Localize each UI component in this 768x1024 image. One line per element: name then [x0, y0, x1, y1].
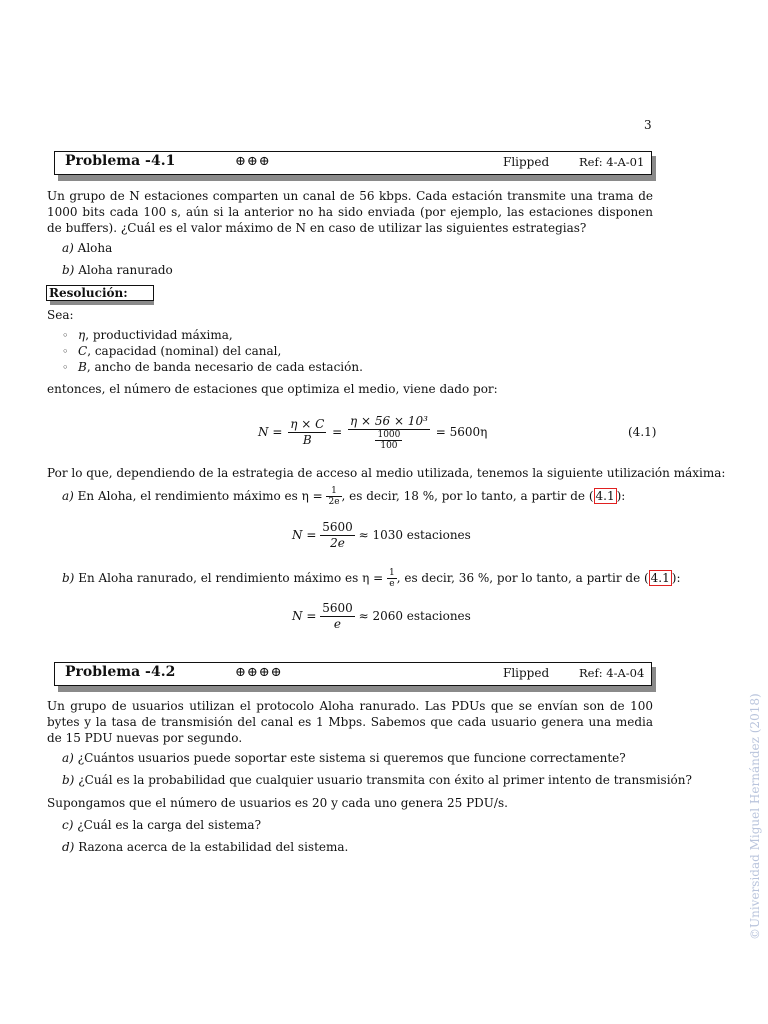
item-text: ¿Cuál es la probabilidad que cualquier usuario transmita con éxito al primer intento de transmisión? — [78, 773, 692, 787]
list-item — [62, 751, 626, 766]
eq-lhs: N = — [292, 609, 317, 623]
eq-equals: = — [332, 425, 343, 439]
item-text: Razona acerca de la estabilidad del sistema. — [78, 840, 349, 854]
eq-numerator: 5600 — [322, 520, 353, 534]
item-tag: d) — [62, 840, 75, 854]
equation-4-1 — [258, 414, 487, 451]
item-text: Aloha ranurado — [78, 263, 173, 277]
equation-reference-link[interactable]: 4.1 — [595, 489, 615, 503]
sea-label: Sea: — [47, 308, 74, 322]
eq-fraction — [320, 601, 355, 632]
item-text: Aloha — [77, 241, 113, 255]
item-tag: a) — [62, 489, 74, 503]
eq-result: ≈ 2060 estaciones — [358, 609, 471, 623]
eq-fraction — [320, 520, 355, 551]
item-text: ): — [671, 571, 681, 585]
item-text: ¿Cuántos usuarios puede soportar este sistema si queremos que funcione correctamente? — [77, 751, 626, 765]
list-item — [64, 344, 281, 359]
supongamos-text: Supongamos que el número de usuarios es 20 y cada uno genera 25 PDU/s. — [47, 796, 508, 810]
symbol: η — [78, 328, 86, 342]
symbol: B — [78, 360, 87, 374]
intro-text: entonces, el número de estaciones que optimiza el medio, viene dado por: — [47, 382, 498, 396]
por-lo-que-text: Por lo que, dependiendo de la estrategia de acceso al medio utilizada, tenemos la siguiente utilización máxima: — [47, 466, 726, 480]
problem-statement-4-1: Un grupo de N estaciones comparten un canal de 56 kbps. Cada estación transmite una trama de 1000 bits cada 100 s, aún si la anterior no ha sido enviada (por ejemplo, las estaciones disponen de buffers). ¿Cuál es el valor máximo de N en caso de utilizar las siguientes estrategias? — [47, 189, 653, 235]
problem-header-4-1 — [54, 151, 652, 175]
eq-inner-numerator: 1000 — [377, 430, 401, 440]
list-item — [62, 773, 692, 788]
item-tag: a) — [62, 751, 74, 765]
eq-inner-fraction — [375, 430, 402, 451]
bullet-text: , capacidad (nominal) del canal, — [87, 344, 282, 358]
item-tag: b) — [62, 263, 75, 277]
eta-numerator: 1 — [388, 568, 395, 578]
list-item — [62, 486, 625, 507]
equation-aloha — [292, 520, 471, 551]
eq-result: = 5600η — [435, 425, 488, 439]
eq-numerator: 5600 — [322, 601, 353, 615]
item-text: , es decir, 36 %, por lo tanto, a partir de ( — [396, 571, 649, 585]
equation-number: (4.1) — [628, 425, 657, 439]
list-item — [64, 360, 363, 375]
bullet-text: , productividad máxima, — [85, 328, 233, 342]
eq-result: ≈ 1030 estaciones — [358, 528, 471, 542]
eta-numerator: 1 — [326, 486, 341, 497]
item-text: ¿Cuál es la carga del sistema? — [77, 818, 262, 832]
eq-denominator: B — [302, 433, 312, 447]
eta-fraction — [387, 568, 397, 589]
item-text: ): — [616, 489, 626, 503]
eq-lhs: N = — [258, 425, 283, 439]
problem-label: Problema - — [65, 664, 151, 680]
eq-numerator: η × C — [290, 417, 325, 431]
problem-statement-4-2: Un grupo de usuarios utilizan el protocolo Aloha ranurado. Las PDUs que se envían son de 100 bytes y la tasa de transmisión del canal es 1 Mbps. Sabemos que cada usuario genera una media de 15 PDU nuevas por segundo. — [47, 699, 653, 745]
eta-fraction — [326, 486, 341, 507]
list-item — [64, 328, 233, 343]
item-tag: b) — [62, 773, 75, 787]
item-tag: c) — [62, 818, 74, 832]
list-item — [62, 241, 112, 256]
problem-number: 4.2 — [151, 664, 176, 680]
item-text: En Aloha, el rendimiento máximo es η = — [77, 489, 323, 503]
eq-numerator: η × 56 × 10³ — [349, 414, 428, 428]
eq-denominator: 2e — [330, 536, 345, 550]
eq-inner-denominator: 100 — [380, 441, 398, 451]
eq-fraction — [288, 417, 326, 448]
list-item — [62, 568, 681, 589]
bullet-text: , ancho de banda necesario de cada estación. — [86, 360, 363, 374]
item-tag: a) — [62, 241, 74, 255]
difficulty-rating: ⊕⊕⊕⊕ — [235, 665, 283, 680]
difficulty-rating: ⊕⊕⊕ — [235, 154, 271, 169]
problem-header-4-2 — [54, 662, 652, 686]
list-item — [62, 840, 348, 855]
symbol: C — [78, 344, 88, 358]
problem-number: 4.1 — [151, 153, 176, 169]
eq-fraction — [348, 414, 430, 451]
copyright-watermark: ©Universidad Miguel Hernández (2018) — [748, 693, 762, 940]
problem-ref: Ref: 4-A-01 — [579, 155, 645, 169]
list-item — [62, 818, 261, 833]
eta-denominator: 2e — [328, 497, 340, 507]
eq-lhs: N = — [292, 528, 317, 542]
equation-aloha-ranurado — [292, 601, 471, 632]
problem-type: Flipped — [503, 666, 550, 680]
item-text: En Aloha ranurado, el rendimiento máximo es η = — [78, 571, 384, 585]
problem-label: Problema - — [65, 153, 151, 169]
resolucion-label: Resolución: — [46, 285, 154, 301]
page-number: 3 — [644, 118, 652, 132]
list-item — [62, 263, 173, 278]
equation-reference-link[interactable]: 4.1 — [650, 571, 670, 585]
item-tag: b) — [62, 571, 75, 585]
problem-ref: Ref: 4-A-04 — [579, 666, 645, 680]
problem-type: Flipped — [503, 155, 550, 169]
item-text: , es decir, 18 %, por lo tanto, a partir de ( — [341, 489, 594, 503]
eq-denominator: e — [333, 617, 342, 631]
eta-denominator: e — [389, 579, 395, 589]
